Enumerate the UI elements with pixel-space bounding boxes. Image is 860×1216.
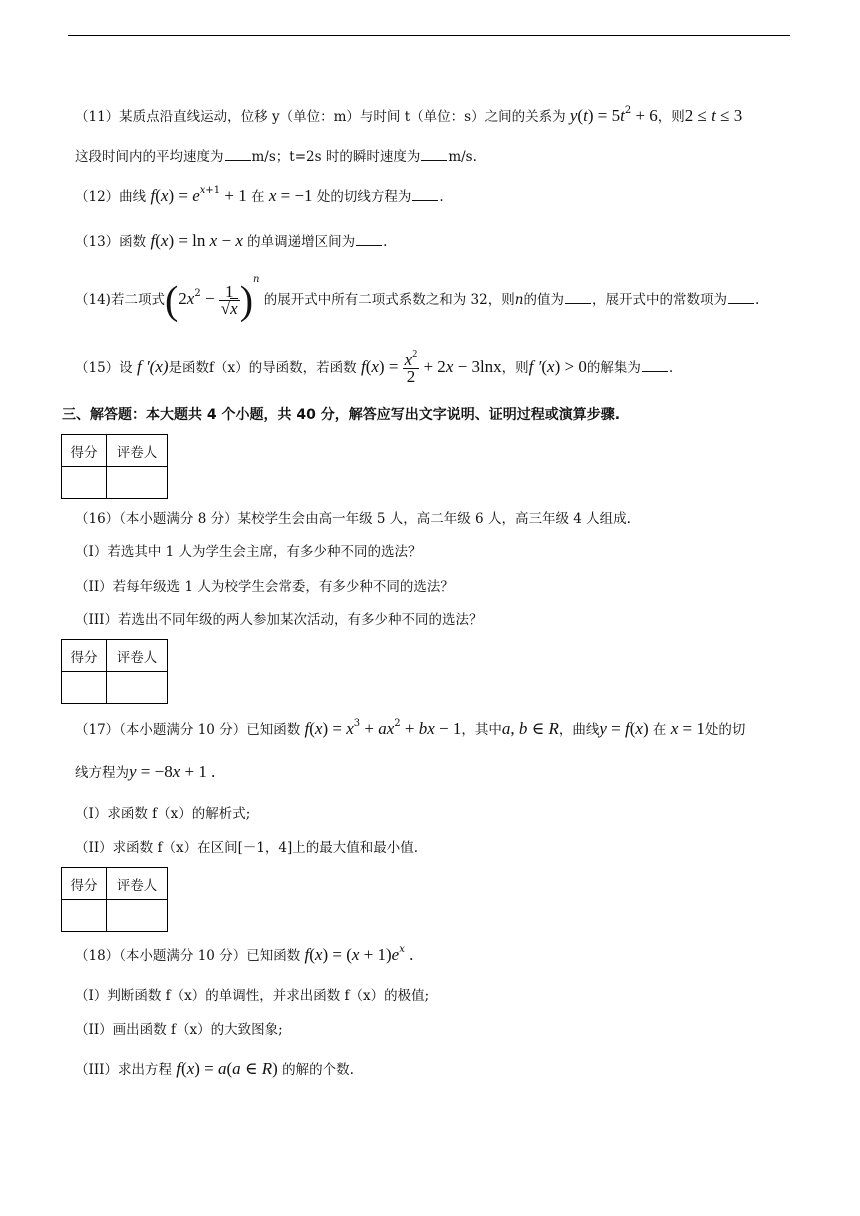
- question-18-part2: （II）画出函数 f（x）的大致图象;: [75, 1022, 283, 1038]
- q11-formula: y: [569, 106, 578, 125]
- q17-stem-b: ，其中: [461, 722, 502, 738]
- answer-blank: [225, 148, 251, 161]
- q12-mid: 在: [251, 189, 265, 205]
- q13-end: .: [383, 234, 388, 250]
- score-label: 得分: [62, 640, 107, 672]
- q11-line2-a: 这段时间内的平均速度为: [75, 149, 224, 165]
- header-rule: [68, 35, 790, 36]
- q11-text-b: ，则: [657, 109, 685, 125]
- q17-line2-a: 线方程为: [75, 765, 129, 781]
- question-12: （12）曲线 $f(x) = e^{x+1} + 1$ 在 x = −1 处的切线方程为 .: [75, 185, 444, 205]
- q17-tangent: y: [129, 762, 137, 781]
- grader-label: 评卷人: [107, 868, 168, 900]
- q12-end: .: [439, 189, 444, 205]
- score-table-2: [61, 639, 168, 704]
- q17-curve: y: [599, 719, 607, 738]
- q13-suffix: 的单调递增区间为: [247, 234, 356, 250]
- score-cell: [62, 672, 107, 704]
- q11-text-t: t（单位：s）之间的关系为: [404, 109, 566, 125]
- answer-blank: [421, 148, 447, 161]
- q18-p3-b: 的解的个数.: [282, 1062, 354, 1078]
- question-16-part3: （III）若选出不同年级的两人参加某次活动，有多少种不同的选法？: [75, 612, 483, 628]
- grader-label: 评卷人: [107, 640, 168, 672]
- answer-blank: [412, 188, 438, 201]
- question-17-part2: （II）求函数 f（x）在区间[－1，4]上的最大值和最小值.: [75, 840, 419, 856]
- score-label: 得分: [62, 435, 107, 467]
- q13-formula: f: [150, 231, 156, 250]
- question-11-line1: （11）某质点沿直线运动，位移 y（单位：m）与时间 t（单位：s）之间的关系为 $y(t) = 5t^2 + 6$，则2 ≤ t ≤ 3: [75, 105, 743, 125]
- q14-suffix-c: ，展开式中的常数项为: [591, 292, 727, 308]
- q14-suffix-a: 的展开式中所有二项式系数之和为 32，则: [263, 292, 515, 308]
- answer-blank: [642, 359, 668, 372]
- q14-end: .: [754, 292, 760, 308]
- q14-n: n: [514, 292, 524, 308]
- q11-text-y: y（单位：m）与时间: [271, 109, 401, 125]
- q15-fraction: $\frac{x^2}{2}$: [404, 349, 418, 386]
- question-16-stem: （16）（本小题满分 8 分）某校学生会由高一年级 5 人，高二年级 6 人，高三年级 4 人组成.: [75, 511, 631, 527]
- q12-suffix: 处的切线方程为: [316, 189, 412, 205]
- question-17-stem: （17）（本小题满分 10 分）已知函数 $f(x) = x^3 + ax^2$ + bx − 1，其中a, b ∈ R，曲线y = f(x) 在 x = 1处的切: [75, 718, 746, 738]
- q11-line2-c: t=2s 时的瞬时速度为: [289, 149, 421, 165]
- q17-cond: a: [501, 719, 511, 738]
- grader-label: 评卷人: [107, 435, 168, 467]
- q17-point: x: [670, 719, 679, 738]
- answer-blank: [356, 233, 382, 246]
- score-label: 得分: [62, 868, 107, 900]
- q11-line2-d: m/s.: [448, 149, 477, 165]
- question-16-part2: （II）若每年级选 1 人为校学生会常委，有多少种不同的选法？: [75, 579, 454, 595]
- grader-cell: [107, 467, 168, 499]
- q18-p3-a: （III）求出方程: [75, 1062, 172, 1078]
- q15-end: .: [668, 360, 674, 376]
- section-3-heading: 三、解答题：本大题共 4 个小题，共 40 分，解答应写出文字说明、证明过程或演算步骤.: [62, 407, 621, 423]
- score-table-1: [61, 434, 168, 499]
- question-18-part3: （III）求出方程 f(x) = a(a ∈ R) 的解的个数.: [75, 1059, 354, 1078]
- q15-formula: f: [360, 357, 366, 376]
- grader-cell: [107, 900, 168, 932]
- q17-formula: f: [304, 719, 310, 738]
- q11-text-a: （11）某质点沿直线运动，位移: [75, 109, 268, 125]
- q15-a: 是函数: [168, 360, 210, 376]
- q17-stem-d: 在: [652, 722, 667, 738]
- q15-d: 的解集为: [586, 360, 641, 376]
- q17-stem-e: 处的切: [704, 722, 746, 738]
- q14-suffix-b: 的值为: [523, 292, 564, 308]
- q15-prefix: （15）设: [75, 360, 133, 376]
- score-cell: [62, 900, 107, 932]
- q15-b: f（x）的导函数，若函数: [209, 360, 357, 376]
- question-17-line2: 线方程为y = −8x + 1 .: [75, 762, 216, 781]
- q14-prefix: （14)若二项式: [75, 292, 165, 308]
- question-18-stem: （18）（本小题满分 10 分）已知函数 $f(x) = (x + 1)e^x$ .: [75, 944, 414, 964]
- question-13: （13）函数 f(x) = ln x − x 的单调递增区间为 .: [75, 231, 388, 250]
- q11-line2-b: m/s；: [251, 149, 290, 165]
- q15-ineq: f ′: [528, 357, 542, 376]
- q18-stem-a: （18）（本小题满分 10 分）已知函数: [75, 948, 301, 964]
- q18-formula: f: [304, 945, 310, 964]
- q18-equation: f: [176, 1059, 182, 1078]
- question-18-part1: （I）判断函数 f（x）的单调性，并求出函数 f（x）的极值;: [75, 988, 430, 1004]
- q14-binomial: 2x: [178, 289, 195, 308]
- q17-stem-a: （17）（本小题满分 10 分）已知函数: [75, 722, 301, 738]
- question-15: （15）设 f ′(x)是函数f（x）的导函数，若函数 f(x) = $\frac{x^2}{2}$ + 2x − 3lnx，则f ′(x) > 0的解集为 .: [75, 349, 674, 386]
- q15-c: ，则: [501, 360, 529, 376]
- q14-fraction: $\frac{1}{√x}$: [220, 282, 238, 318]
- grader-cell: [107, 672, 168, 704]
- q15-fprime: f ′(x): [136, 357, 169, 376]
- q12-prefix: （12）曲线: [75, 189, 147, 205]
- question-14: （14)若二项式($2x^2$ − $\frac{1}{√x}$ )$^n$ 的展开式中所有二项式系数之和为 32，则n的值为 ，展开式中的常数项为 .: [75, 274, 760, 323]
- q12-formula: f: [150, 186, 156, 205]
- answer-blank: [565, 291, 591, 304]
- score-cell: [62, 467, 107, 499]
- question-16-part1: （I）若选其中 1 人为学生会主席，有多少种不同的选法？: [75, 544, 422, 560]
- question-17-part1: （I）求函数 f（x）的解析式;: [75, 806, 251, 822]
- score-table-3: [61, 867, 168, 932]
- q11-range: 2 ≤ t ≤ 3: [684, 106, 743, 125]
- q17-stem-c: ，曲线: [558, 722, 600, 738]
- answer-blank: [728, 291, 754, 304]
- q12-point: x = −1: [268, 186, 313, 205]
- question-11-line2: [75, 147, 477, 167]
- q13-prefix: （13）函数: [75, 234, 147, 250]
